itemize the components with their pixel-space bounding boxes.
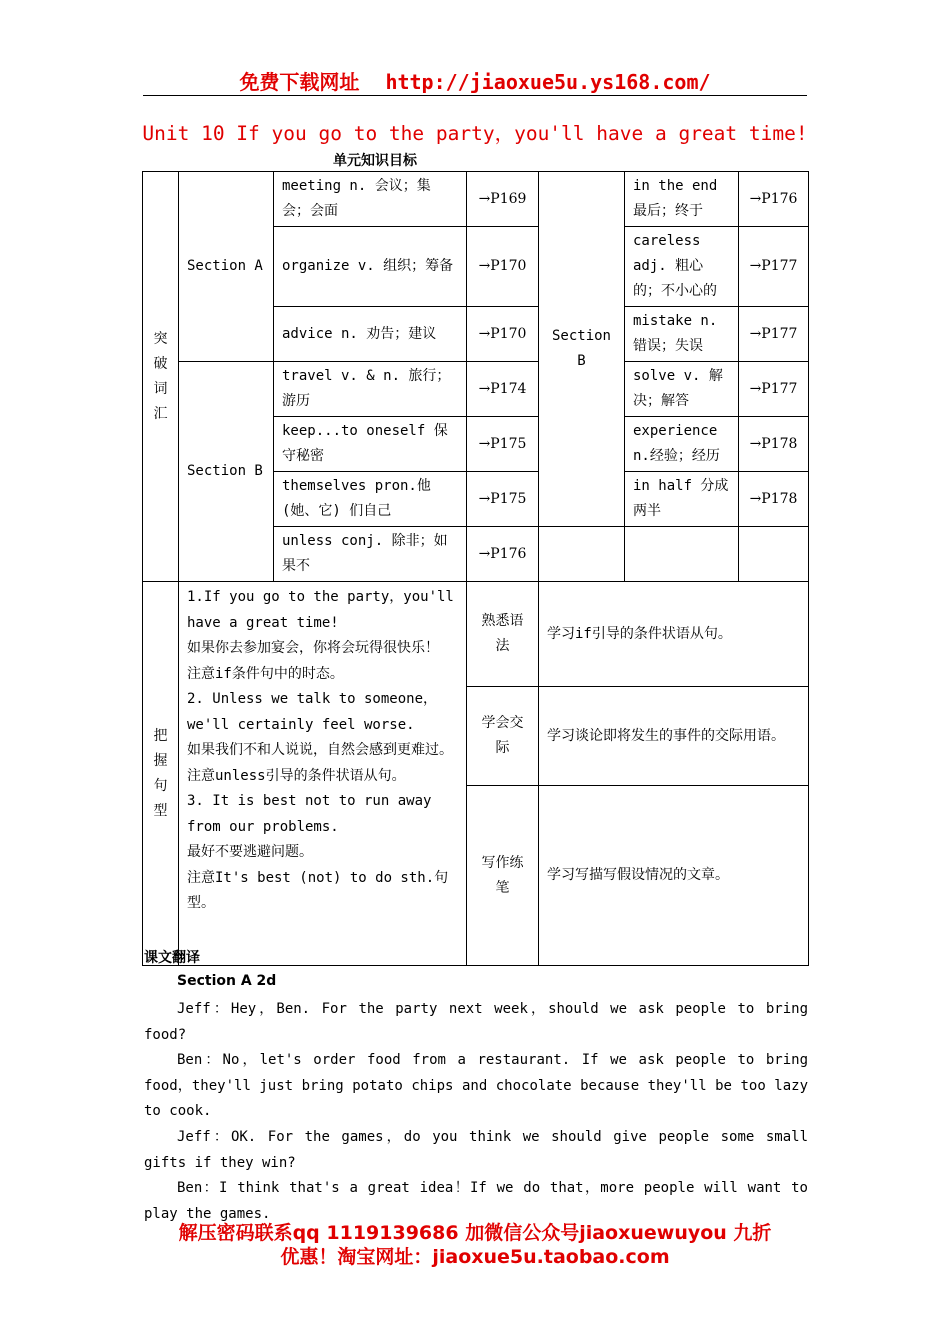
page-ref: →P175	[467, 417, 539, 472]
page-ref: →P176	[739, 172, 809, 227]
page-title: Unit 10 If you go to the party，you'll have a great time!	[142, 122, 808, 145]
sentence-line: 如果你去参加宴会，你将会玩得很快乐！	[187, 640, 439, 656]
sentence-line: 注意unless引导的条件状语从句。	[187, 767, 406, 784]
sentence-category-cell: 把 握 句 型	[143, 582, 179, 966]
vocab-word: organize v. 组织；筹备	[274, 227, 467, 307]
vocab-word: travel v. & n. 旅行；游历	[274, 362, 467, 417]
sentence-patterns-cell	[179, 582, 467, 966]
vocab-category-cell: 突 破 词 汇	[143, 172, 179, 582]
right-section-label: Section B	[539, 172, 625, 527]
dialogue-paragraph: Ben：No，let's order food from a restaurant. If we ask people to bring food，they'll just bring potato chips and chocolate because they'll be too lazy to cook.	[144, 1052, 808, 1120]
vocab-word: experience n.经验；经历	[625, 417, 739, 472]
vocab-word: in half 分成两半	[625, 472, 739, 527]
header-banner	[0, 66, 950, 95]
footer-line-2: 优惠！淘宝网址：jiaoxue5u.taobao.com	[280, 1246, 670, 1268]
page-ref: →P175	[467, 472, 539, 527]
translation-text	[144, 997, 808, 1227]
vocab-word: keep...to oneself 保守秘密	[274, 417, 467, 472]
section-a-label: Section A	[179, 172, 274, 362]
vocab-word: meeting n. 会议；集会；会面	[274, 172, 467, 227]
sentence-line: 2. Unless we talk to someone，we'll certainly feel worse.	[187, 691, 438, 733]
vocab-word: unless conj. 除非；如果不	[274, 527, 467, 582]
vocab-word: themselves pron.他(她、它) 们自己	[274, 472, 467, 527]
goal-text: 学习谈论即将发生的事件的交际用语。	[539, 687, 809, 786]
sentence-line: 1.If you go to the party，you'll have a great time!	[187, 589, 454, 631]
header-rule	[143, 95, 807, 96]
dialogue-paragraph: Jeff：OK. For the games，do you think we should give people some small gifts if they win?	[144, 1128, 808, 1171]
knowledge-table	[142, 171, 809, 966]
page-ref: →P177	[739, 227, 809, 307]
goal-label: 熟悉语法	[467, 582, 539, 687]
vocab-word: solve v. 解决；解答	[625, 362, 739, 417]
section-b-label: Section B	[179, 362, 274, 582]
page-ref: →P178	[739, 472, 809, 527]
sentence-line: 最好不要逃避问题。	[187, 844, 313, 860]
goal-text: 学习写描写假设情况的文章。	[539, 786, 809, 966]
dialogue-paragraph: Ben：I think that's a great idea！If we do that，more people will want to play the games.	[144, 1180, 808, 1222]
goal-label: 写作练笔	[467, 786, 539, 966]
page-ref: →P176	[467, 527, 539, 582]
empty-cell	[625, 527, 739, 582]
translation-heading: 课文翻译	[144, 950, 200, 966]
page-ref: →P177	[739, 307, 809, 362]
vocab-word: advice n. 劝告；建议	[274, 307, 467, 362]
empty-cell	[739, 527, 809, 582]
dialogue-paragraph: Jeff：Hey，Ben. For the party next week，should we ask people to bring food?	[144, 1001, 808, 1043]
vocab-word: careless adj. 粗心的；不小心的	[625, 227, 739, 307]
vocab-word: in the end 最后；终于	[625, 172, 739, 227]
page-ref: →P177	[739, 362, 809, 417]
page-ref: →P178	[739, 417, 809, 472]
footer-line-1: 解压密码联系qq 1119139686 加微信公众号jiaoxuewuyou 九折	[178, 1222, 772, 1244]
header-label: 免费下载网址	[239, 70, 360, 94]
sentence-line: 注意It's best (not) to do sth.句型。	[187, 869, 449, 911]
vocab-word: mistake n. 错误；失误	[625, 307, 739, 362]
goal-label: 学会交际	[467, 687, 539, 786]
goal-text: 学习if引导的条件状语从句。	[539, 582, 809, 687]
page-ref: →P174	[467, 362, 539, 417]
empty-cell	[539, 527, 625, 582]
sentence-line: 如果我们不和人说说，自然会感到更难过。	[187, 742, 453, 758]
translation-section: Section A 2d	[177, 973, 277, 989]
page-ref: →P170	[467, 307, 539, 362]
sentence-line: 3. It is best not to run away from our problems.	[187, 793, 432, 835]
header-url[interactable]: http://jiaoxue5u.ys168.com/	[385, 70, 711, 94]
page-ref: →P169	[467, 172, 539, 227]
sentence-line: 注意if条件句中的时态。	[187, 665, 344, 682]
unit-goals-subtitle: 单元知识目标	[333, 153, 417, 169]
page-ref: →P170	[467, 227, 539, 307]
